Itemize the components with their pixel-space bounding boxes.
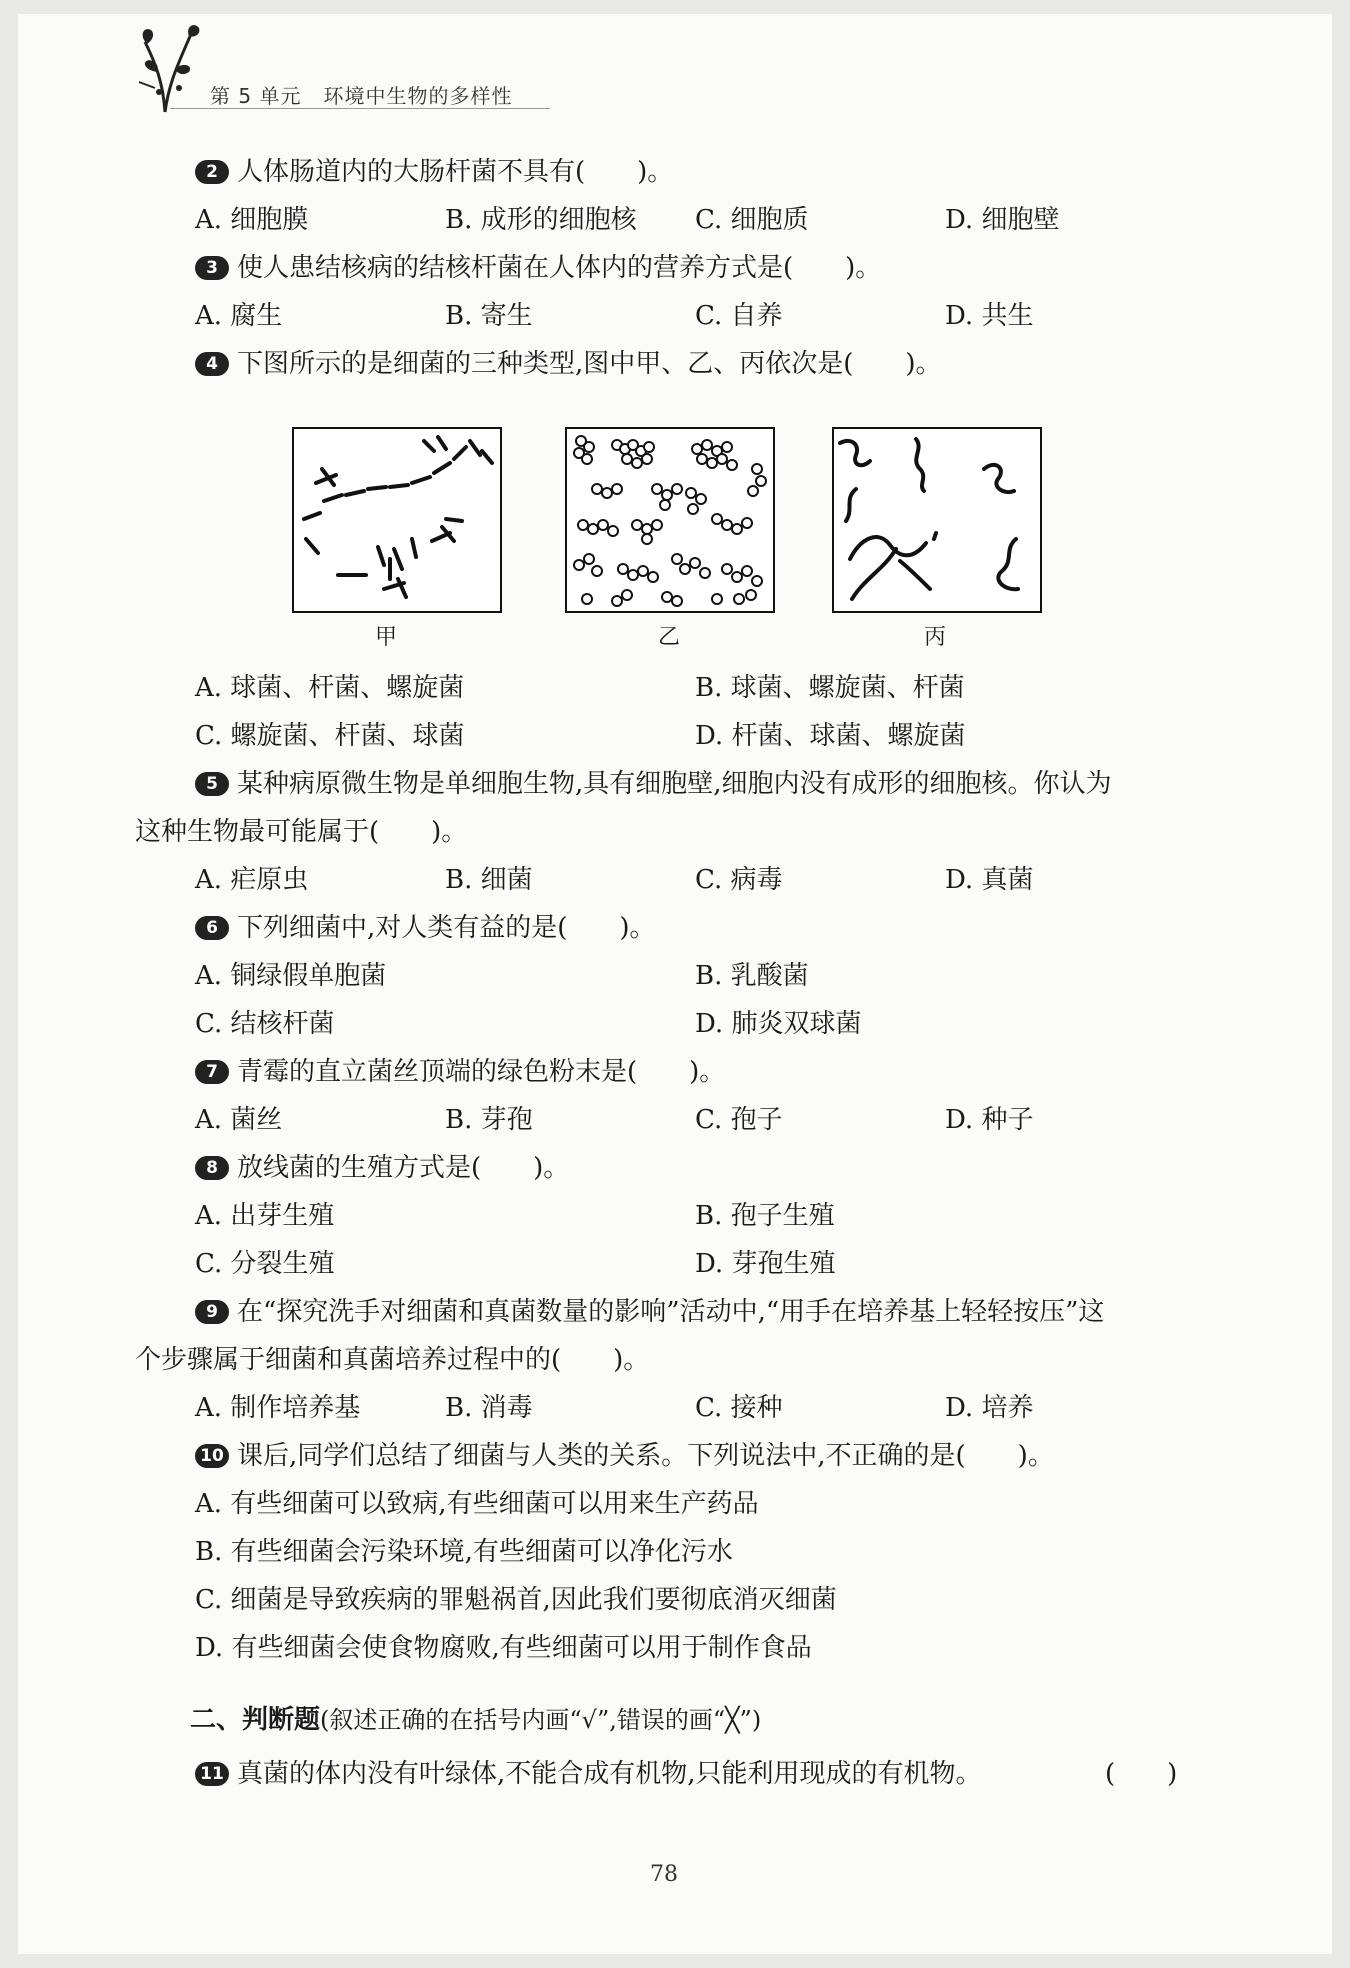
option-c: C. 自养 — [695, 301, 783, 331]
question-stem: 课后,同学们总结了细菌与人类的关系。下列说法中,不正确的是( )。 — [237, 1441, 1054, 1471]
unit-title: 环境中生物的多样性 — [323, 84, 513, 108]
question-number: 10 — [195, 1444, 229, 1468]
option-b: B. 消毒 — [445, 1393, 533, 1423]
option-a: A. 菌丝 — [195, 1105, 283, 1135]
cocci-figure — [565, 427, 775, 613]
question-9 — [195, 1294, 1104, 1330]
option-c: C. 螺旋菌、杆菌、球菌 — [195, 721, 465, 751]
option-d: D. 肺炎双球菌 — [695, 1009, 862, 1039]
header-divider — [170, 108, 550, 109]
option-b: B. 芽孢 — [445, 1105, 533, 1135]
option-d: D. 杆菌、球菌、螺旋菌 — [695, 721, 966, 751]
option-a: A. 腐生 — [195, 301, 283, 331]
option-d: D. 有些细菌会使食物腐败,有些细菌可以用于制作食品 — [195, 1633, 812, 1663]
option-a: A. 有些细菌可以致病,有些细菌可以用来生产药品 — [195, 1489, 759, 1519]
option-c: C. 细胞质 — [695, 205, 809, 235]
question-stem: 下列细菌中,对人类有益的是( )。 — [237, 913, 656, 943]
option-d: D. 种子 — [945, 1105, 1034, 1135]
question-2 — [195, 154, 673, 190]
option-a: A. 细胞膜 — [195, 205, 309, 235]
bacilli-figure — [292, 427, 502, 613]
option-b: B. 成形的细胞核 — [445, 205, 637, 235]
question-5 — [195, 766, 1112, 802]
section-title: 二、判断题 — [190, 1705, 321, 1735]
question-8 — [195, 1150, 569, 1186]
option-c: C. 孢子 — [695, 1105, 783, 1135]
option-a: A. 球菌、杆菌、螺旋菌 — [195, 673, 465, 703]
option-c: C. 细菌是导致疾病的罪魁祸首,因此我们要彻底消灭细菌 — [195, 1585, 837, 1615]
option-d: D. 真菌 — [945, 865, 1034, 895]
question-stem: 某种病原微生物是单细胞生物,具有细胞壁,细胞内没有成形的细胞核。你认为 — [237, 769, 1112, 799]
question-stem: 人体肠道内的大肠杆菌不具有( )。 — [237, 157, 674, 187]
figure-label-bing: 丙 — [924, 625, 947, 650]
figure-label-jia: 甲 — [375, 625, 398, 650]
question-11 — [195, 1756, 982, 1792]
question-number: 7 — [195, 1060, 229, 1084]
question-number: 11 — [195, 1762, 229, 1786]
question-10 — [195, 1438, 1054, 1474]
option-b: B. 有些细菌会污染环境,有些细菌可以净化污水 — [195, 1537, 733, 1567]
question-number: 5 — [195, 772, 229, 796]
option-a: A. 疟原虫 — [195, 865, 309, 895]
spirilla-figure — [832, 427, 1042, 613]
option-b: B. 孢子生殖 — [695, 1201, 835, 1231]
option-d: D. 芽孢生殖 — [695, 1249, 836, 1279]
page-number: 78 — [650, 1862, 678, 1887]
option-b: B. 寄生 — [445, 301, 533, 331]
question-number: 4 — [195, 352, 229, 376]
question-stem-continued: 个步骤属于细菌和真菌培养过程中的( )。 — [135, 1345, 650, 1375]
question-6 — [195, 910, 656, 946]
answer-blank[interactable]: ( ) — [1105, 1759, 1178, 1789]
option-c: C. 分裂生殖 — [195, 1249, 335, 1279]
option-d: D. 细胞壁 — [945, 205, 1060, 235]
option-c: C. 接种 — [695, 1393, 783, 1423]
option-b: B. 乳酸菌 — [695, 961, 809, 991]
question-3 — [195, 250, 881, 286]
option-a: A. 制作培养基 — [195, 1393, 361, 1423]
question-stem: 在“探究洗手对细菌和真菌数量的影响”活动中,“用手在培养基上轻轻按压”这 — [237, 1297, 1105, 1327]
question-stem: 真菌的体内没有叶绿体,不能合成有机物,只能利用现成的有机物。 — [237, 1759, 982, 1789]
question-stem-continued: 这种生物最可能属于( )。 — [135, 817, 468, 847]
option-b: B. 细菌 — [445, 865, 533, 895]
option-c: C. 结核杆菌 — [195, 1009, 335, 1039]
question-number: 2 — [195, 160, 229, 184]
question-number: 3 — [195, 256, 229, 280]
option-c: C. 病毒 — [695, 865, 783, 895]
option-b: B. 球菌、螺旋菌、杆菌 — [695, 673, 965, 703]
option-a: A. 铜绿假单胞菌 — [195, 961, 387, 991]
question-number: 8 — [195, 1156, 229, 1180]
option-a: A. 出芽生殖 — [195, 1201, 335, 1231]
section-note: (叙述正确的在括号内画“√”,错误的画“╳”) — [320, 1706, 762, 1734]
question-stem: 下图所示的是细菌的三种类型,图中甲、乙、丙依次是( )。 — [237, 349, 942, 379]
question-stem: 放线菌的生殖方式是( )。 — [237, 1153, 570, 1183]
question-stem: 青霉的直立菌丝顶端的绿色粉末是( )。 — [237, 1057, 726, 1087]
plant-logo-icon — [135, 22, 207, 118]
page-header — [210, 80, 513, 109]
question-7 — [195, 1054, 725, 1090]
question-number: 9 — [195, 1300, 229, 1324]
section-heading — [190, 1702, 761, 1738]
question-4 — [195, 346, 942, 382]
unit-label: 第 5 单元 — [210, 84, 302, 108]
question-stem: 使人患结核病的结核杆菌在人体内的营养方式是( )。 — [237, 253, 882, 283]
figure-label-yi: 乙 — [658, 625, 681, 650]
question-number: 6 — [195, 916, 229, 940]
option-d: D. 培养 — [945, 1393, 1034, 1423]
option-d: D. 共生 — [945, 301, 1034, 331]
